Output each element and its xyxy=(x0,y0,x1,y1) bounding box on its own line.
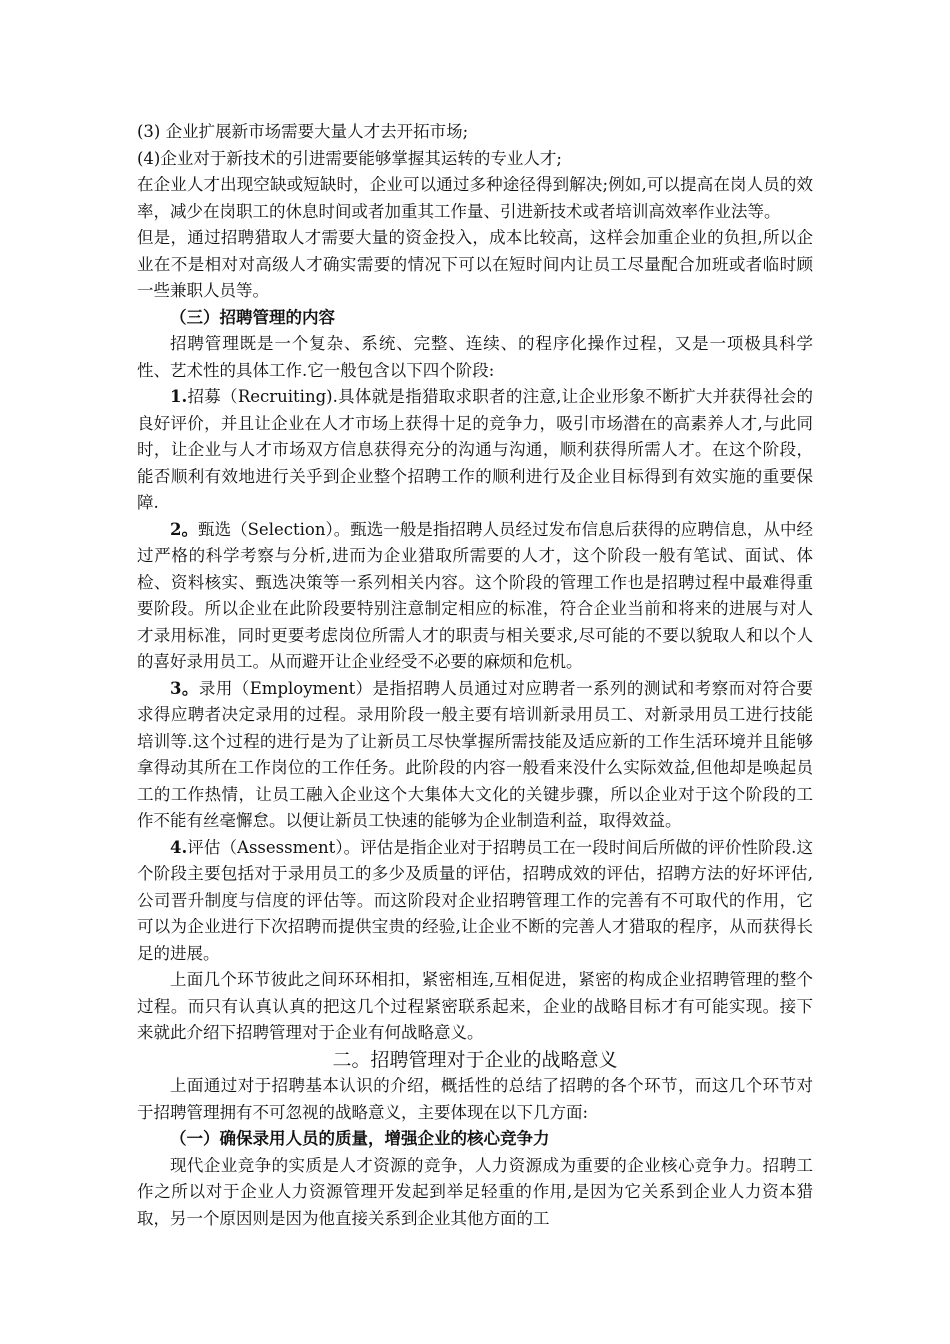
list-item-number: 1. xyxy=(170,387,188,406)
list-item-number: 3。 xyxy=(170,678,199,698)
list-item-text: 招募（Recruiting).具体就是指猎取求职者的注意,让企业形象不断扩大并获得社会的良好评价，并且让企业在人才市场上获得十足的竞争力，吸引市场潜在的高素养人才,与此同时，让企业与人才市场双方信息获得充分的沟通与沟通，顺利获得所需人才。在这个阶段，能否顺利有效地进行关乎到企业整个招聘工作的顺利进行及企业目标得到有效实施的重要保障. xyxy=(137,387,813,512)
paragraph-talent-shortage: 在企业人才出现空缺或短缺时，企业可以通过多种途径得到解决;例如,可以提高在岗人员的效率，减少在岗职工的休息时间或者加重其工作量、引进新技术或者培训高效率作业法等。 xyxy=(137,175,813,221)
list-item-employment xyxy=(137,676,813,835)
list-item-text: 评估（Assessment）。评估是指企业对于招聘员工在一段时间后所做的评价性阶段.这个阶段主要包括对于录用员工的多少及质量的评估，招聘成效的评估，招聘方法的好坏评估,公司晋升制度与信度的评估等。而这阶段对企业招聘管理工作的完善有不可取代的作用，它可以为企业进行下次招聘而提供宝贵的经验,让企业不断的完善人才猎取的程序，从而获得长足的进展。 xyxy=(137,837,813,963)
list-item-number: 2。 xyxy=(170,519,199,539)
list-item-number: 4. xyxy=(170,837,188,857)
document-page xyxy=(137,119,813,1232)
list-item-text: 录用（Employment）是指招聘人员通过对应聘者一系列的测试和考察而对符合要求得应聘者决定录用的过程。录用阶段一般主要有培训新录用员工、对新录用员工进行技能培训等.这个过程的进行是为了让新员工尽快掌握所需技能及适应新的工作生活环境并且能够拿得动其所在工作岗位的工作任务。此阶段的内容一般看来没什么实际效益,但他却是唤起员工的工作热情，让员工融入企业这个大集体大文化的关键步骤，所以企业对于这个阶段的工作不能有丝毫懈怠。以便让新员工快速的能够为企业制造利益，取得效益。 xyxy=(137,678,813,830)
list-item-selection xyxy=(137,517,813,676)
paragraph-recruitment-overview: 招聘管理既是一个复杂、系统、完整、连续、的程序化操作过程，又是一项极具科学性、艺术性的具体工作.它一般包含以下四个阶段: xyxy=(137,334,813,380)
list-item-text: 甄选（Selection）。甄选一般是指招聘人员经过发布信息后获得的应聘信息，从中经过严格的科学考察与分析,进而为企业猎取所需要的人才，这个阶段一般有笔试、面试、体检、资料核实、甄选决策等一系列相关内容。这个阶段的管理工作也是招聘过程中最难得重要阶段。所以企业在此阶段要特别注意制定相应的标准，符合企业当前和将来的进展与对人才录用标准，同时更要考虑岗位所需人才的职责与相关要求,尽可能的不要以貌取人和以个人的喜好录用员工。从而避开让企业经受不必要的麻烦和危机。 xyxy=(137,519,813,671)
paragraph-market-expansion: (3) 企业扩展新市场需要大量人才去开拓市场; xyxy=(137,122,469,141)
list-item-assessment xyxy=(137,835,813,968)
section-heading-recruitment-content: （三）招聘管理的内容 xyxy=(170,307,335,327)
paragraph-recruitment-cost: 但是，通过招聘猎取人才需要大量的资金投入，成本比较高，这样会加重企业的负担,所以企业在不是相对对高级人才确实需要的情况下可以在短时间内让员工尽量配合加班或者临时顾一些兼职人员等。 xyxy=(137,228,813,300)
section-heading-quality-assurance: （一）确保录用人员的质量，增强企业的核心竞争力 xyxy=(170,1129,550,1148)
list-item-recruiting xyxy=(137,384,813,517)
chapter-heading-strategic-significance: 二。招聘管理对于企业的战略意义 xyxy=(332,1048,618,1071)
paragraph-strategic-intro: 上面通过对于招聘基本认识的介绍，概括性的总结了招聘的各个环节，而这几个环节对于招聘管理拥有不可忽视的战略意义，主要体现在以下几方面: xyxy=(137,1076,813,1122)
paragraph-process-summary: 上面几个环节彼此之间环环相扣，紧密相连,互相促进，紧密的构成企业招聘管理的整个过程。而只有认真认真的把这几个过程紧密联系起来，企业的战略目标才有可能实现。接下来就此介绍下招聘管理对于企业有何战略意义。 xyxy=(137,970,813,1042)
paragraph-core-competitiveness: 现代企业竞争的实质是人才资源的竞争，人力资源成为重要的企业核心竞争力。招聘工作之所以对于企业人力资源管理开发起到举足轻重的作用,是因为它关系到企业人力资本猎取，另一个原因则是因为他直接关系到企业其他方面的工 xyxy=(137,1155,813,1228)
paragraph-new-technology: (4)企业对于新技术的引进需要能够掌握其运转的专业人才; xyxy=(137,148,562,168)
